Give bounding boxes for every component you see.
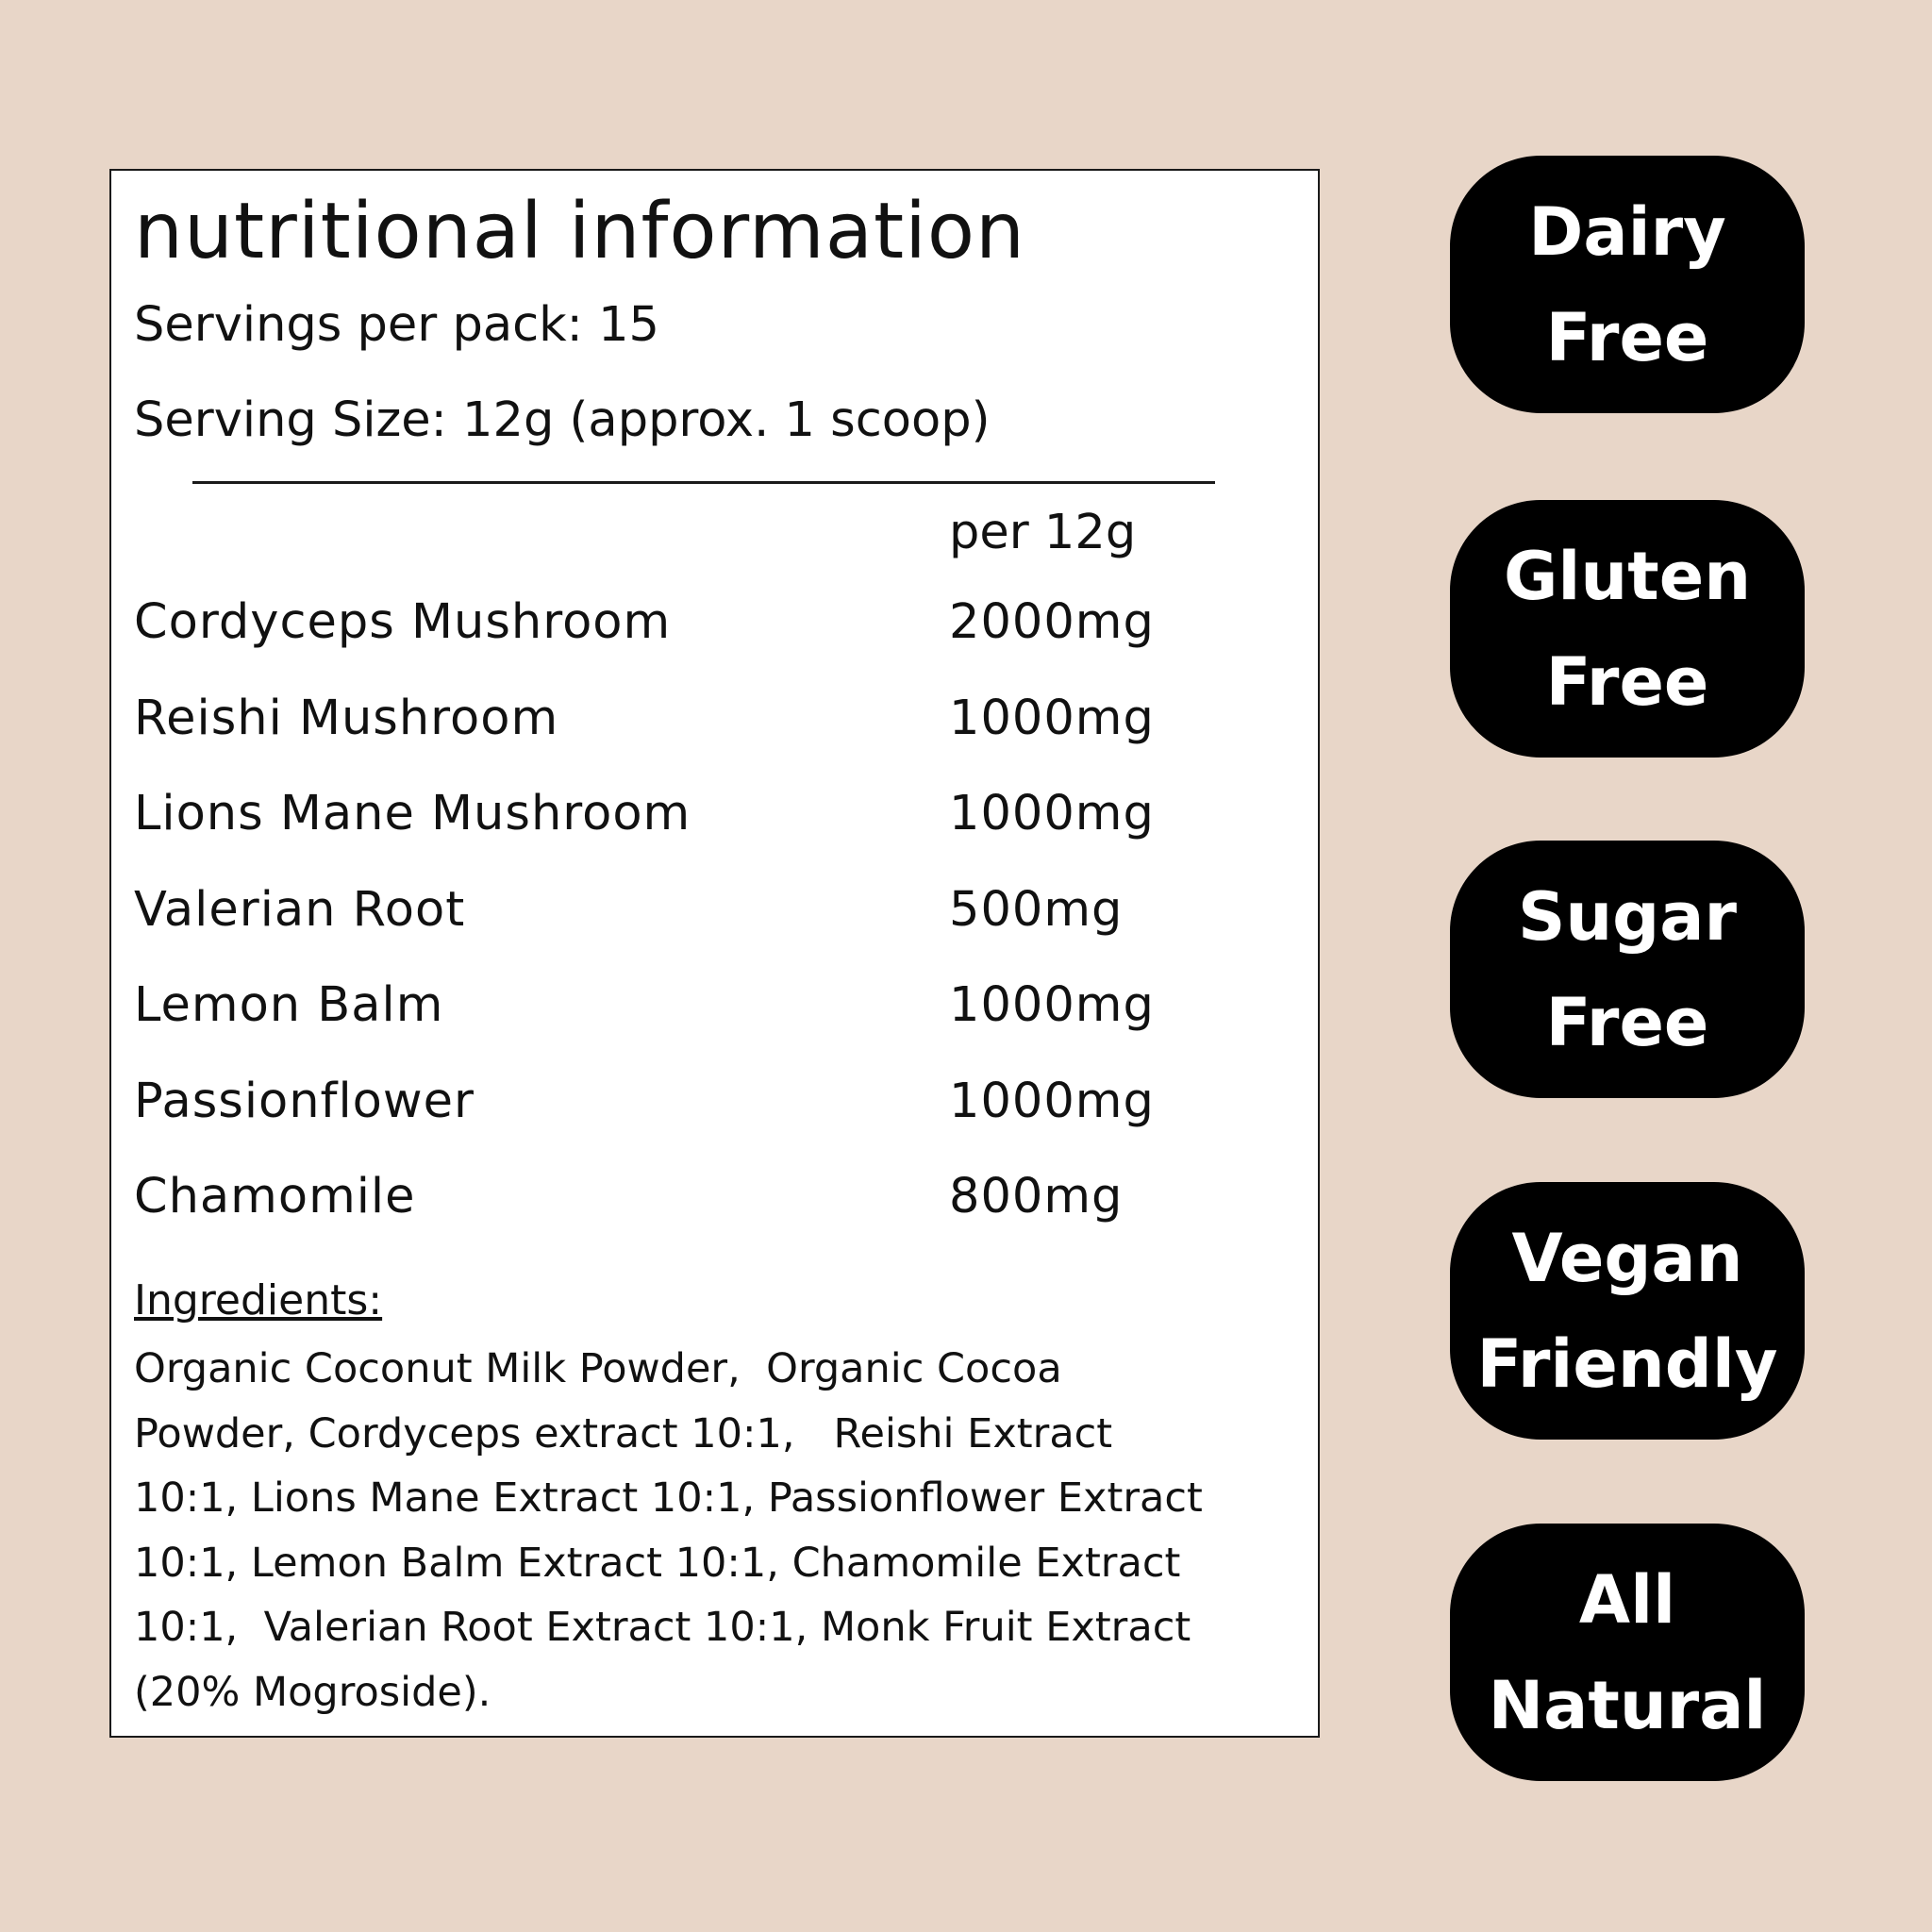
nutrient-name: Chamomile <box>134 1169 416 1224</box>
nutrient-amount: 500mg <box>949 881 1124 938</box>
divider <box>192 481 1215 484</box>
nutrient-name: Lions Mane Mushroom <box>134 786 691 841</box>
nutrient-amount: 1000mg <box>949 786 1155 841</box>
nutrient-row <box>134 786 1285 882</box>
badge-dairy-free <box>1450 156 1805 413</box>
badge-label-line: Dairy <box>1528 192 1726 271</box>
badge-gluten-free <box>1450 500 1805 758</box>
nutrition-panel <box>109 169 1320 1738</box>
nutrient-row <box>134 882 1285 978</box>
badge-label-line: Free <box>1545 298 1709 376</box>
ingredients-line: Powder, Cordyceps extract 10:1, Reishi Extract <box>134 1409 1113 1457</box>
ingredients-line: 10:1, Lemon Balm Extract 10:1, Chamomile Extract <box>134 1539 1181 1587</box>
badge-label-line: Natural <box>1488 1666 1767 1744</box>
badge-label-line: Free <box>1545 642 1709 721</box>
servings-per-pack: Servings per pack: 15 <box>134 297 659 353</box>
badge-label-line: Friendly <box>1476 1324 1778 1403</box>
serving-size: Serving Size: 12g (approx. 1 scoop) <box>134 392 991 448</box>
ingredients-line: 10:1, Valerian Root Extract 10:1, Monk Fruit Extract <box>134 1604 1191 1651</box>
nutrient-amount: 1000mg <box>949 977 1155 1033</box>
nutrient-row <box>134 977 1285 1074</box>
nutrient-name: Cordyceps Mushroom <box>134 594 672 650</box>
panel-title: nutritional information <box>134 187 1026 276</box>
nutrient-amount: 800mg <box>949 1169 1124 1224</box>
badge-label-line: Gluten <box>1503 537 1752 615</box>
badge-all-natural <box>1450 1524 1805 1781</box>
badge-label-line: Free <box>1545 983 1709 1061</box>
nutrient-row <box>134 1074 1285 1170</box>
ingredients-line: Organic Coconut Milk Powder, Organic Cocoa <box>134 1345 1062 1392</box>
badge-label-line: All <box>1578 1560 1676 1639</box>
nutrient-name: Reishi Mushroom <box>134 690 559 746</box>
nutrient-row <box>134 1169 1285 1265</box>
nutrient-table <box>134 594 1285 1265</box>
ingredients-heading: Ingredients: <box>134 1276 383 1324</box>
ingredients-line: (20% Mogroside). <box>134 1668 491 1716</box>
nutrient-name: Passionflower <box>134 1073 475 1129</box>
nutrient-name: Lemon Balm <box>134 977 444 1033</box>
nutrient-row <box>134 594 1285 691</box>
ingredients-list <box>134 1337 1203 1724</box>
ingredients-line: 10:1, Lions Mane Extract 10:1, Passionflower Extract <box>134 1474 1203 1522</box>
badge-vegan-friendly <box>1450 1182 1805 1440</box>
badge-label-line: Vegan <box>1511 1219 1743 1297</box>
nutrient-amount: 1000mg <box>949 1073 1155 1129</box>
nutrient-amount: 1000mg <box>949 690 1155 746</box>
badge-sugar-free <box>1450 841 1805 1098</box>
nutrient-amount: 2000mg <box>949 594 1155 650</box>
badge-label-line: Sugar <box>1517 877 1738 956</box>
nutrient-row <box>134 691 1285 787</box>
nutrient-name: Valerian Root <box>134 881 466 938</box>
amount-column-header: per 12g <box>949 505 1137 560</box>
